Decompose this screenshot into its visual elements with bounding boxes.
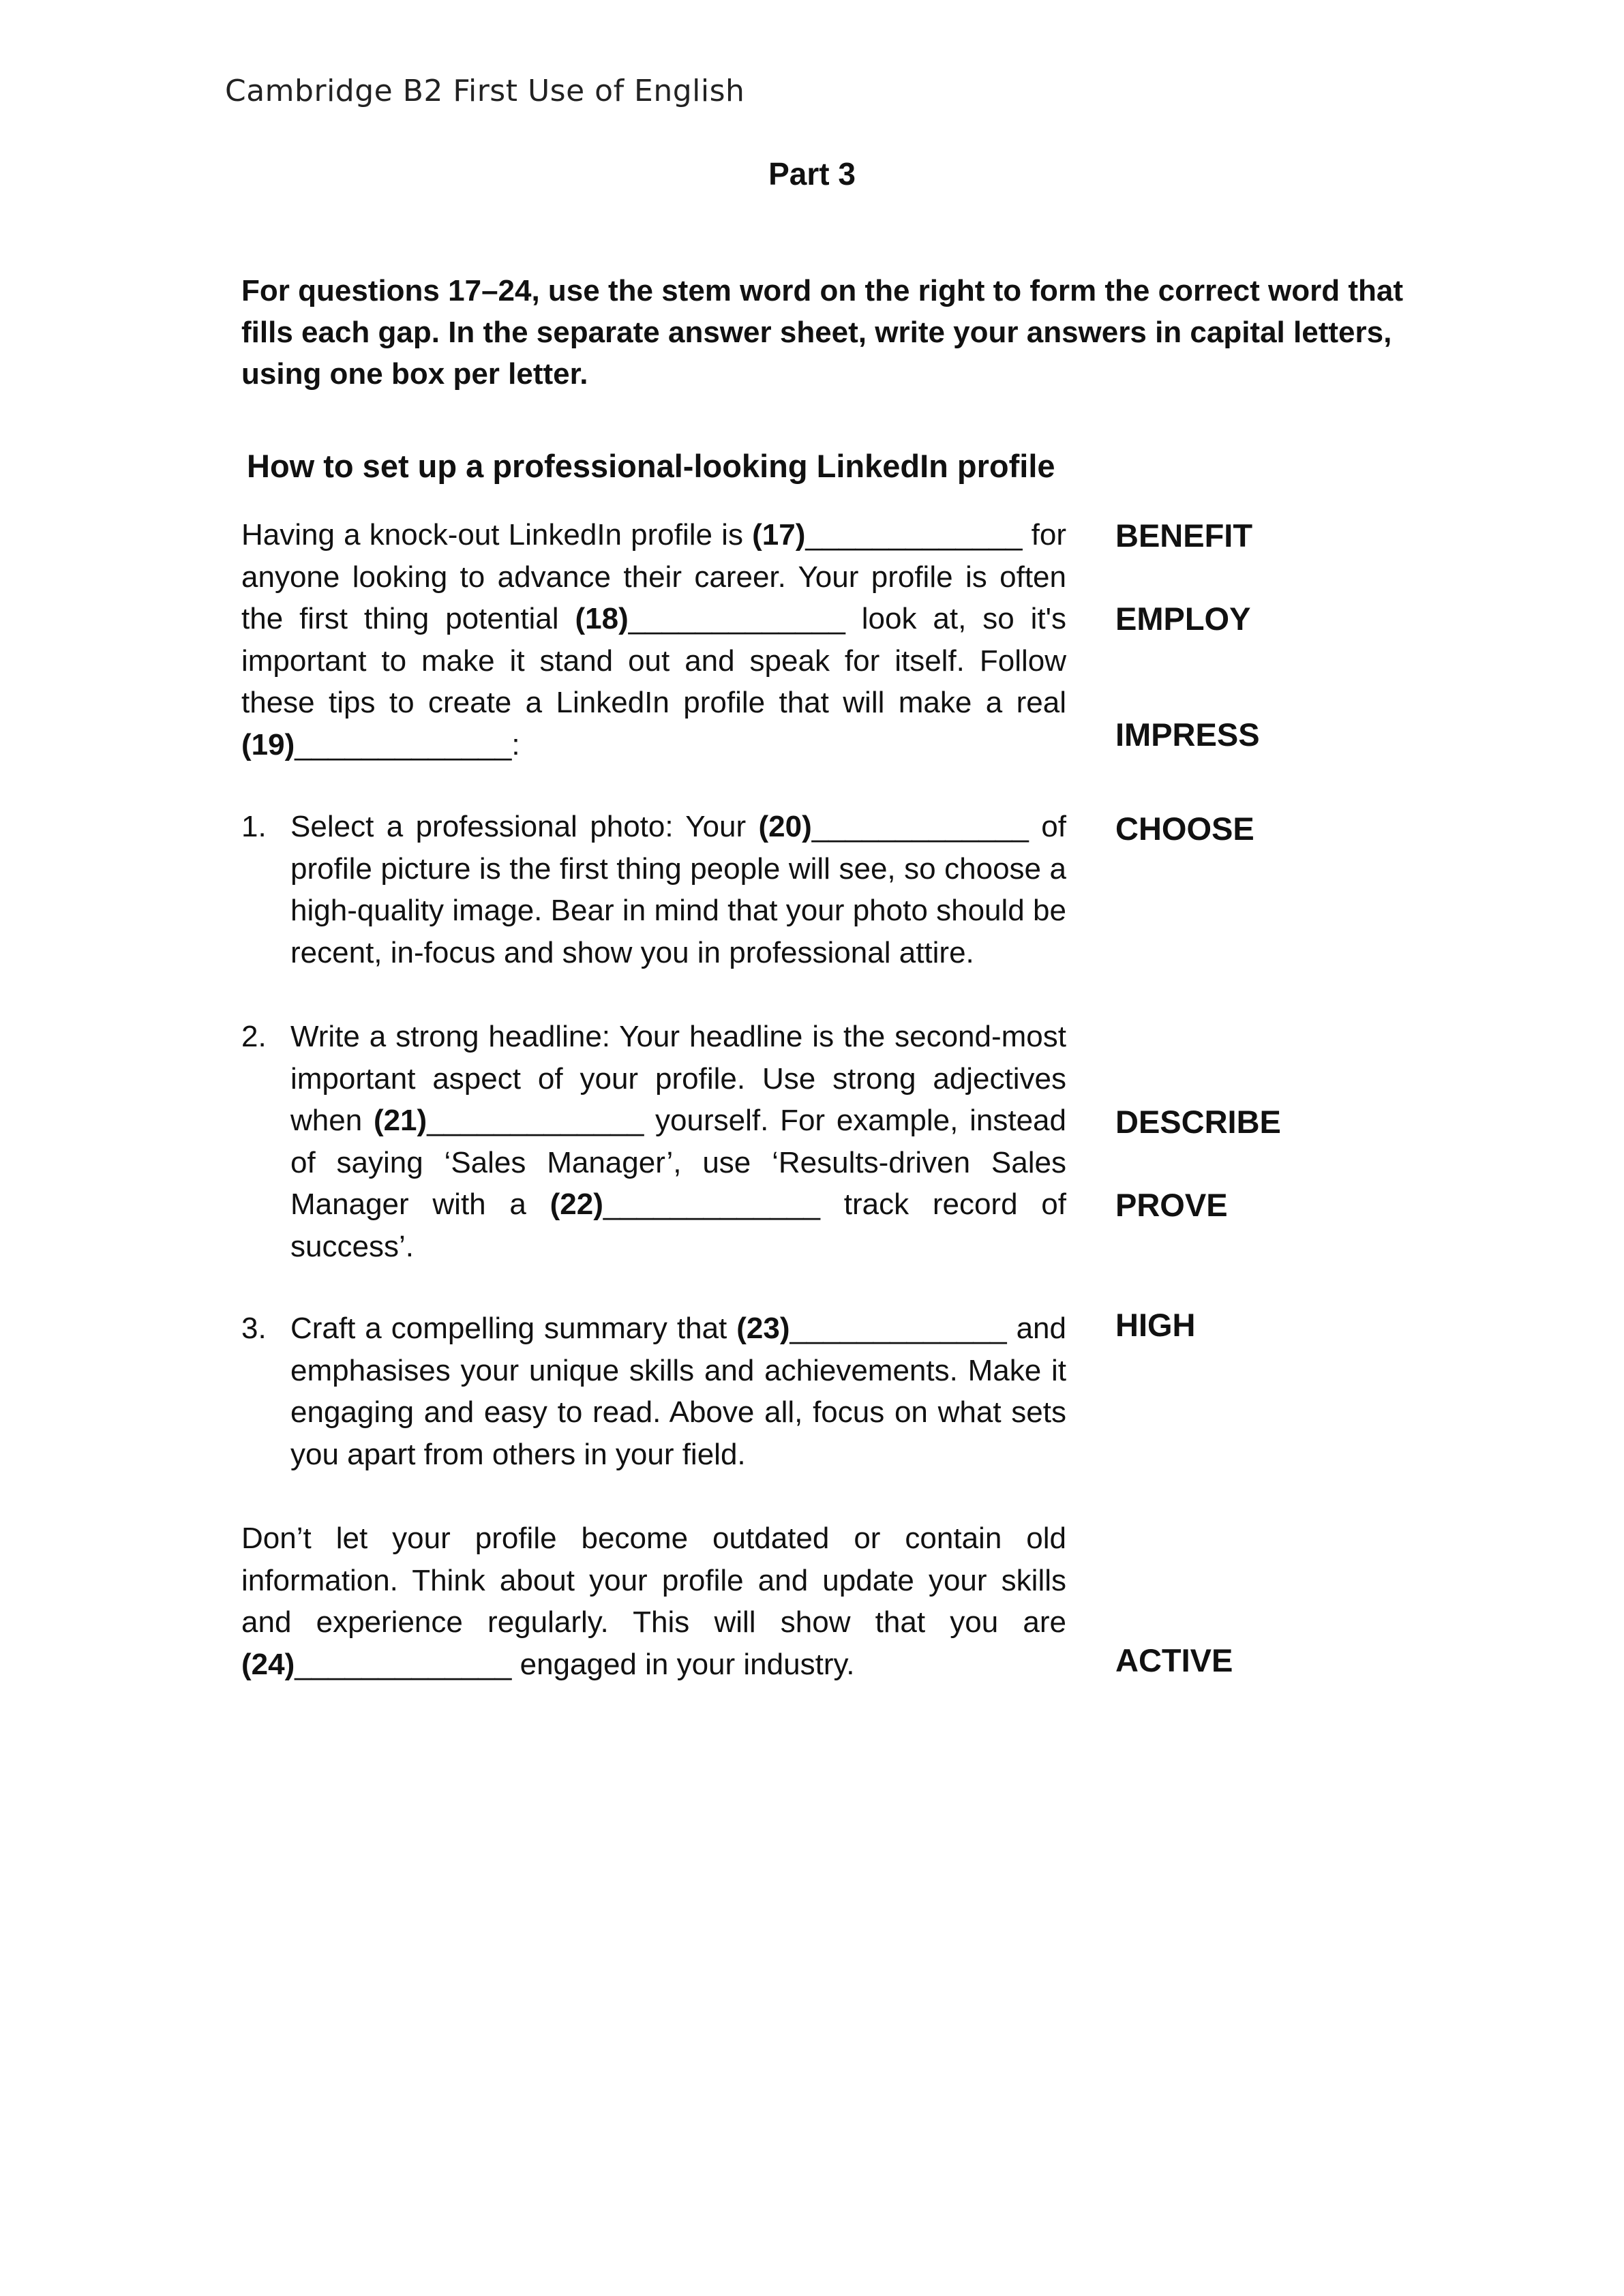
stem-word-benefit: BENEFIT (1115, 517, 1253, 554)
list-item-3 (241, 1308, 1066, 1475)
gap-23: (23) (736, 1312, 790, 1345)
item1-text-2: _____________ of profile picture is the first thing people will see, so choose a high-quality image. Bear in mind that your photo should be recent, in-focus and show you in professional attire. (290, 810, 1066, 969)
part-title: Part 3 (768, 156, 856, 192)
stem-word-describe: DESCRIBE (1115, 1104, 1281, 1140)
list-number-3: 3. (241, 1312, 267, 1345)
list-body-3 (290, 1308, 1066, 1475)
stem-word-prove: PROVE (1115, 1187, 1228, 1223)
gap-19: (19) (241, 727, 295, 761)
intro-paragraph (241, 514, 1066, 766)
intro-text-2: _____________ for anyone looking to advance their career. Your profile is often the first thing potential (241, 518, 1066, 635)
gap-20: (20) (758, 810, 812, 843)
stem-word-active: ACTIVE (1115, 1642, 1233, 1678)
gap-22: (22) (550, 1188, 603, 1221)
page-header: Cambridge B2 First Use of English (225, 74, 745, 108)
stem-word-employ: EMPLOY (1115, 601, 1251, 637)
closing-text-2: _____________ engaged in your industry. (295, 1647, 855, 1681)
intro-text-3: _____________ look at, so it's important to make it stand out and speak for itself. Follow these tips to create a LinkedIn profile that will make a real (241, 602, 1066, 719)
gap-17: (17) (752, 518, 806, 552)
instructions: For questions 17–24, use the stem word on the right to form the correct word that fills each gap. In the separate answer sheet, write your answers in capital letters, using one box per letter. (241, 274, 1404, 391)
closing-paragraph (241, 1517, 1066, 1685)
item3-text-2: _____________ and emphasises your unique skills and achievements. Make it engaging and easy to read. Above all, focus on what sets you apart from others in your field. (290, 1312, 1066, 1471)
intro-text-1: Having a knock-out LinkedIn profile is (241, 518, 753, 552)
list-number-2: 2. (241, 1020, 267, 1053)
stem-word-choose: CHOOSE (1115, 811, 1254, 847)
gap-24: (24) (241, 1647, 295, 1681)
gap-18: (18) (575, 602, 629, 635)
stem-word-high: HIGH (1115, 1307, 1196, 1343)
stem-word-impress: IMPRESS (1115, 716, 1260, 753)
item1-text-1: Select a professional photo: Your (290, 810, 759, 843)
item3-text-1: Craft a compelling summary that (290, 1312, 737, 1345)
list-body-2 (290, 1016, 1066, 1267)
closing-text-1: Don’t let your profile become outdated or contain old information. Think about your profile and update your skills and experience regularly. This will show that you are (241, 1522, 1066, 1639)
item2-text-1: Write a strong headline: Your headline is the second-most important aspect of your profile. Use strong adjectives when (290, 1020, 1066, 1137)
intro-text-4: _____________: (295, 727, 520, 761)
list-body-1 (290, 806, 1066, 973)
gap-21: (21) (373, 1104, 427, 1137)
article-title: How to set up a professional-looking LinkedIn profile (247, 448, 1055, 484)
item2-text-3: _____________ track record of success’. (290, 1188, 1066, 1263)
list-number-1: 1. (241, 810, 267, 843)
list-item-1 (241, 806, 1066, 973)
item2-text-2: _____________ yourself. For example, instead of saying ‘Sales Manager’, use ‘Results-driven Sales Manager with a (290, 1104, 1066, 1221)
list-item-2 (241, 1016, 1066, 1267)
